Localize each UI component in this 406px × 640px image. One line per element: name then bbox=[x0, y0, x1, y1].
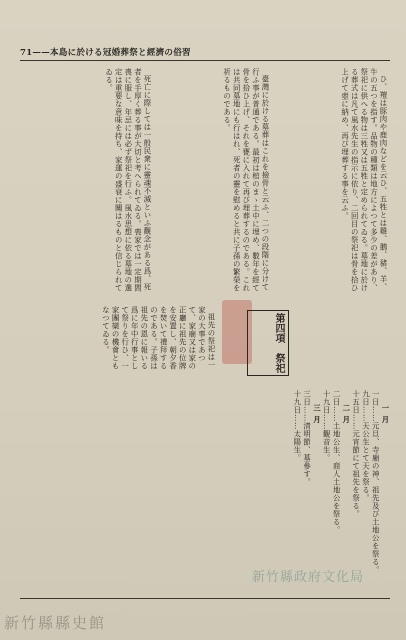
text-column-right bbox=[276, 68, 388, 298]
header-rule bbox=[20, 60, 390, 61]
running-header: 71——本島に於ける冠婚葬祭と經濟の俗習 bbox=[20, 48, 191, 58]
paragraph: ひ、羶は豚肉や鹿肉などを云ひ、五牲とは雞、鵝、豬、羊、牛の五つを指す。品物の種類は地方によつて多少の差があり、祭祀に供へる物は三牲又は五牲と定められてゐる。墓地に於ける葬式は凡て風水先生の指示に依り、二回目の祭祀は骨を拾ひ上げて壺に納め、再び埋葬する事を云ふ。 bbox=[340, 68, 388, 292]
schedule-entry: 三日……清明節、墓參す。 bbox=[302, 390, 312, 486]
schedule-entry: 二日……土地公生、商人土地公を祭る。 bbox=[332, 390, 342, 534]
text-column-lower bbox=[20, 306, 216, 376]
archive-watermark: 新竹縣政府文化局 bbox=[252, 570, 365, 585]
schedule-entry: 十五日……元宵節にて祖先を祭る。 bbox=[351, 390, 361, 518]
schedule-entry: 九日……天公生とて天を祭る。 bbox=[361, 390, 371, 502]
paragraph: 臺灣に於ける墓葬はこれを撿骨と云ふ、二つの段階に分けて行ふ事が普通である。最初は棺のまゝ土中に埋め、數年を經て骨を拾ひ上げ、それを甕に入れて再び埋葬するのである。これは共同墓地にも行はれ、死者の靈を慰めると共に子孫の繁榮を祈るものである。 bbox=[222, 68, 270, 292]
footer-rule bbox=[20, 598, 390, 599]
paragraph: 祖先の祭祀は一家の大事であつて、家廟又は家の正廳に祖先の位牌を安置し、朝夕香を焚いて禮拜するのである。子孫は祖先の恩に報いる爲に年中行事として祭りを行ひ、一家團欒の機會ともなつてゐる。 bbox=[101, 306, 216, 370]
month-heading: 二月 bbox=[341, 404, 351, 427]
text-column-mid bbox=[158, 68, 270, 298]
archive-watermark-bottom: 新竹縣縣史館 bbox=[4, 614, 107, 632]
month-heading: 一月 bbox=[381, 404, 390, 427]
schedule-entry: 十九日……觀音生。 bbox=[322, 390, 332, 462]
paragraph: 死亡に際しては一般民衆に靈魂不滅といふ觀念がある爲、死者を手厚く葬る事が大切と考へられてゐる。喪家では一定期間喪に服し、年忌には必ず祭祀を行ふ。風水思想に依る墓地の選定は重要な意味を持ち、家運の盛衰に關はるものと信じられてゐる。 bbox=[104, 68, 152, 292]
section-title: 第四項 祭祀 bbox=[247, 310, 289, 376]
schedule-entry: 十九日……太陽生。 bbox=[292, 390, 302, 462]
festival-schedule bbox=[20, 382, 390, 592]
schedule-entry: 一日……元旦、寺廟の神、祖先及び土地公を祭る。 bbox=[371, 390, 381, 574]
text-column-left bbox=[20, 68, 152, 298]
month-heading: 三月 bbox=[312, 404, 322, 427]
